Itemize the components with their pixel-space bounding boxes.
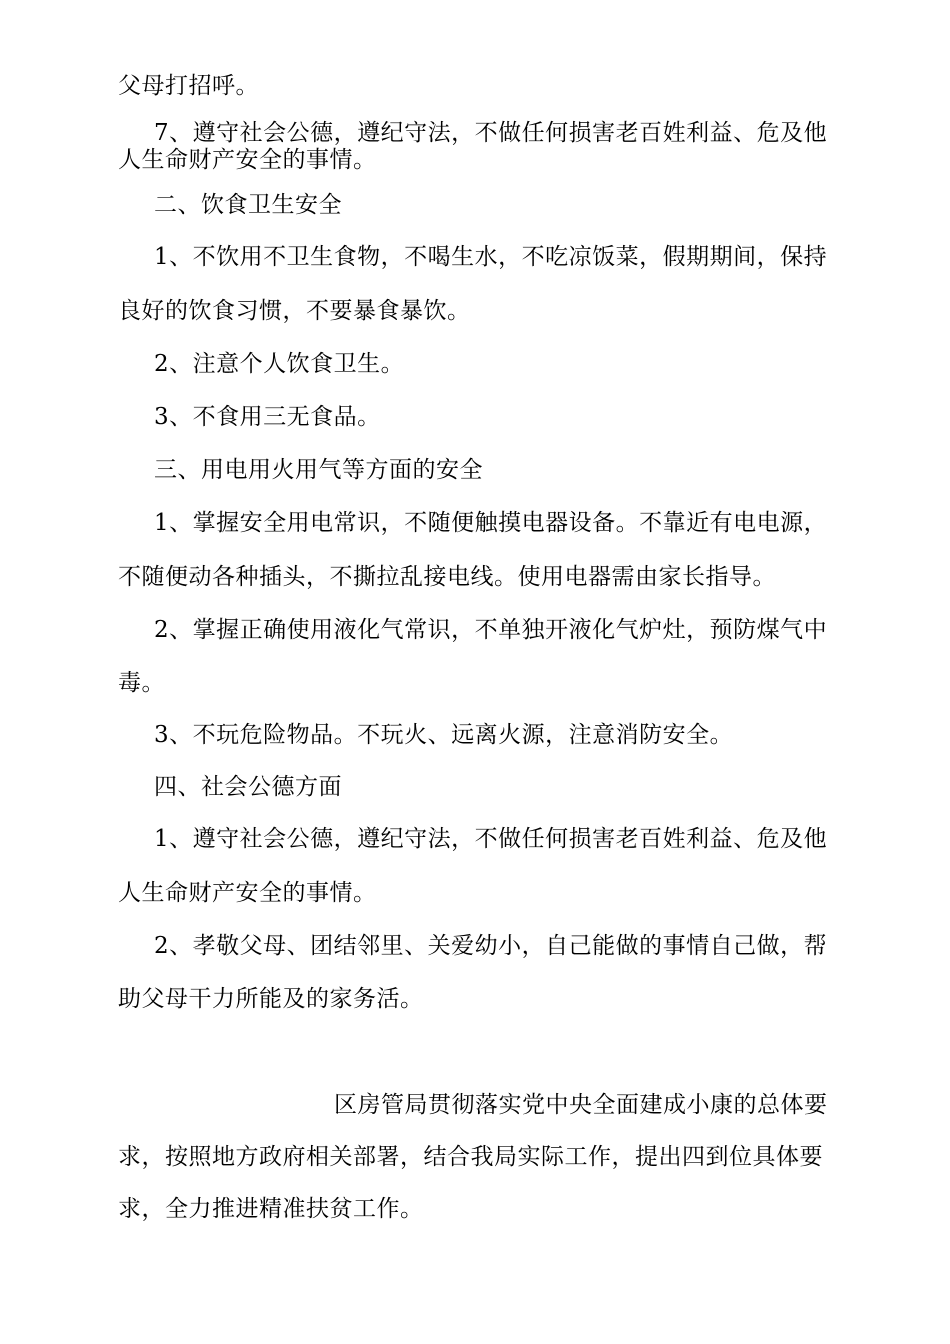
text-line: 3、不食用三无食品。 <box>154 404 381 430</box>
text-line: 2、孝敬父母、团结邻里、关爱幼小，自己能做的事情自己做，帮 <box>154 933 828 959</box>
text-line: 区房管局贯彻落实党中央全面建成小康的总体要 <box>334 1092 828 1118</box>
text-line: 求，按照地方政府相关部署，结合我局实际工作，提出四到位具体要 <box>118 1144 823 1170</box>
text-line: 求，全力推进精准扶贫工作。 <box>118 1196 424 1222</box>
text-line: 2、掌握正确使用液化气常识，不单独开液化气炉灶，预防煤气中 <box>154 617 828 643</box>
text-line: 良好的饮食习惯，不要暴食暴饮。 <box>118 298 471 324</box>
text-line: 助父母干力所能及的家务活。 <box>118 986 424 1012</box>
text-line: 2、注意个人饮食卫生。 <box>154 351 405 377</box>
section-heading: 二、饮食卫生安全 <box>154 192 342 218</box>
section-heading: 三、用电用火用气等方面的安全 <box>154 457 483 483</box>
text-line: 人生命财产安全的事情。 <box>118 880 377 906</box>
text-line: 毒。 <box>118 670 165 696</box>
text-line: 1、不饮用不卫生食物，不喝生水，不吃凉饭菜，假期期间，保持 <box>154 244 828 270</box>
text-line: 1、掌握安全用电常识，不随便触摸电器设备。不靠近有电电源， <box>154 510 828 536</box>
text-line: 3、不玩危险物品。不玩火、远离火源，注意消防安全。 <box>154 722 734 748</box>
text-line: 7、遵守社会公德，遵纪守法，不做任何损害老百姓利益、危及他 <box>154 120 828 146</box>
text-line: 父母打招呼。 <box>118 73 259 99</box>
text-line: 1、遵守社会公德，遵纪守法，不做任何损害老百姓利益、危及他 <box>154 826 828 852</box>
text-line: 不随便动各种插头，不撕拉乱接电线。使用电器需由家长指导。 <box>118 564 776 590</box>
text-line: 人生命财产安全的事情。 <box>118 147 377 173</box>
section-heading: 四、社会公德方面 <box>154 774 342 800</box>
